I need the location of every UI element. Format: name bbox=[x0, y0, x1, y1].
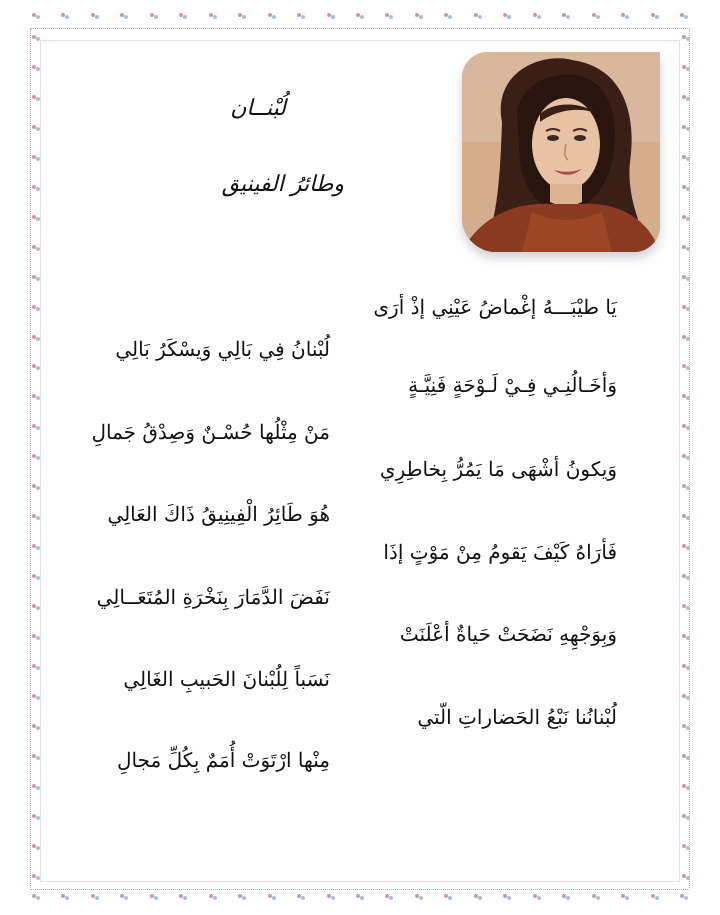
right-verse-5: وَبِوَجْهِهِ نَضَحَتْ حَياةٌ أعْلَنَتْ bbox=[399, 622, 617, 646]
right-ornament-column bbox=[680, 34, 692, 881]
left-verse-6: مِنْها ارْتَوَتْ أُمَمٌ بِكُلِّ مَجالِ bbox=[116, 748, 330, 772]
left-verse-4: نَفَضَ الدَّمَارَ بِنَخْرَةِ المُتَعَــالِي bbox=[96, 585, 330, 609]
left-ornament-column bbox=[30, 34, 42, 881]
bottom-ornament-row bbox=[32, 893, 688, 905]
right-verse-1: يَا طيْبَـــهُ إغْماضُ عَيْنِي إذْ أرَى bbox=[373, 295, 617, 319]
left-verse-5: نَسَباً لِلُبْنانَ الحَبيبِ الغَالِي bbox=[123, 667, 330, 691]
left-verse-1: لُبْنانُ فِي بَالِي وَيسْكَرُ بَالِي bbox=[115, 337, 330, 361]
left-verse-3: هُوَ طَائِرُ الْفِينِيقُ ذَاكَ العَالِي bbox=[107, 502, 330, 526]
right-verse-4: فَأرَاهُ كَيْفَ يَقومُ مِنْ مَوْتٍ إذَا bbox=[383, 540, 617, 564]
poem-subtitle: وطائرُ الفينيق bbox=[221, 172, 344, 197]
woman-portrait-icon bbox=[462, 52, 660, 252]
right-verse-3: وَيكونُ أشْهَى مَا يَمُرُّ بِخاطِرِي bbox=[379, 457, 617, 481]
right-verse-2: وَأخَـالُنِـي فِـيْ لَـوْحَةٍ فَنِيَّـةٍ bbox=[408, 373, 617, 397]
top-ornament-row bbox=[32, 12, 688, 24]
right-verse-6: لُبْنانُنا نَبْعُ الحَضاراتِ الّتي bbox=[417, 705, 617, 729]
poem-title: لُبْنــان bbox=[230, 96, 286, 121]
left-verse-2: مَنْ مِثْلُها حُسْـنٌ وَصِدْقُ جَمالِ bbox=[91, 420, 330, 444]
